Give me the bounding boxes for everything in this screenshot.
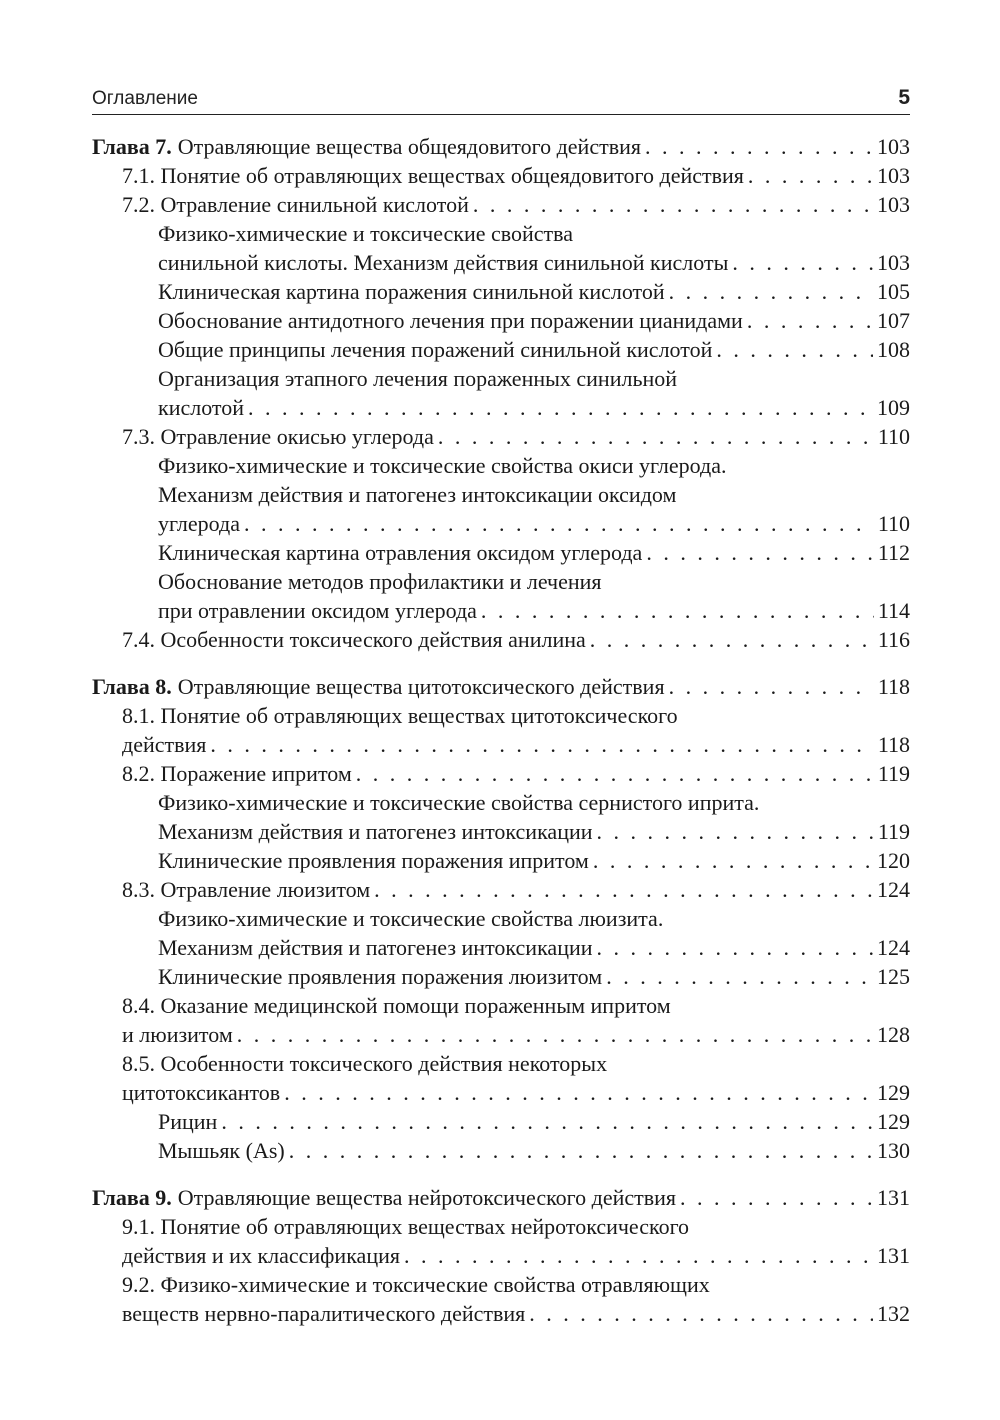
toc-entry[interactable] (92, 1049, 910, 1078)
entry-text: 8.4. Оказание медицинской помощи пораженным ипритом (122, 993, 671, 1018)
entry-text: 8.3. Отравление люизитом (122, 877, 371, 902)
entry-page: 110 (877, 511, 910, 536)
chapter-label: Глава 8. (92, 674, 172, 699)
toc-entry[interactable] (92, 1107, 910, 1136)
chapter-label: Глава 7. (92, 134, 172, 159)
entry-text: действия и их классификация (122, 1243, 400, 1268)
entry-text: углерода (158, 511, 240, 536)
toc-entry[interactable] (92, 567, 910, 596)
entry-text: 9.1. Понятие об отравляющих веществах нейротоксического (122, 1214, 690, 1239)
entry-text: синильной кислоты. Механизм действия синильной кислоты (158, 250, 729, 275)
toc-entry[interactable] (92, 248, 910, 277)
toc-entry[interactable] (92, 190, 910, 219)
entry-page: 103 (877, 134, 910, 159)
entry-page: 114 (877, 598, 910, 623)
leader-dots (248, 393, 873, 422)
entry-page: 130 (877, 1138, 910, 1163)
leader-dots (356, 759, 874, 788)
toc-entry[interactable] (92, 1299, 910, 1328)
leader-dots (289, 1136, 873, 1165)
entry-page: 125 (877, 964, 910, 989)
leader-dots (481, 596, 874, 625)
toc-entry[interactable] (92, 1270, 910, 1299)
entry-text: Физико-химические и токсические свойства (158, 221, 574, 246)
leader-dots (748, 161, 873, 190)
entry-page: 103 (877, 192, 910, 217)
toc-entry[interactable] (92, 480, 910, 509)
entry-text: Общие принципы лечения поражений синильной кислотой (158, 337, 713, 362)
entry-text: 7.3. Отравление окисью углерода (122, 424, 434, 449)
leader-dots (680, 1183, 873, 1212)
chapter-entry-8[interactable] (92, 672, 910, 701)
entry-page: 118 (877, 732, 910, 757)
entry-page: 118 (877, 674, 910, 699)
running-head-title: Оглавление (92, 88, 198, 109)
entry-text: Физико-химические и токсические свойства окиси углерода. (158, 453, 727, 478)
entry-page: 109 (877, 395, 910, 420)
leader-dots (473, 190, 873, 219)
leader-dots (210, 730, 873, 759)
entry-text: Клиническая картина отравления оксидом углерода (158, 540, 643, 565)
page-number: 5 (898, 86, 910, 109)
chapter-title: Отравляющие вещества цитотоксического действия (177, 674, 665, 699)
toc-entry[interactable] (92, 788, 910, 817)
chapter-entry-7[interactable] (92, 132, 910, 161)
entry-page: 105 (877, 279, 910, 304)
chapter-label: Глава 9. (92, 1185, 172, 1210)
chapter-title: Отравляющие вещества нейротоксического действия (177, 1185, 677, 1210)
leader-dots (645, 132, 873, 161)
toc-entry[interactable] (92, 393, 910, 422)
leader-dots (590, 625, 874, 654)
entry-text: 7.4. Особенности токсического действия анилина (122, 627, 586, 652)
entry-text: 8.5. Особенности токсического действия некоторых (122, 1051, 608, 1076)
entry-page: 128 (877, 1022, 910, 1047)
running-head (92, 84, 910, 115)
entry-text: 7.1. Понятие об отравляющих веществах общеядовитого действия (122, 163, 744, 188)
entry-page: 110 (877, 424, 910, 449)
entry-text: 8.2. Поражение ипритом (122, 761, 352, 786)
entry-page: 124 (877, 935, 910, 960)
leader-dots (669, 277, 873, 306)
entry-text: Клинические проявления поражения люизитом (158, 964, 603, 989)
entry-text: Мышьяк (As) (158, 1138, 285, 1163)
toc-entry[interactable] (92, 1078, 910, 1107)
toc-entry[interactable] (92, 701, 910, 730)
entry-text: при отравлении оксидом углерода (158, 598, 477, 623)
entry-text: Механизм действия и патогенез интоксикации оксидом (158, 482, 677, 507)
leader-dots (237, 1020, 873, 1049)
leader-dots (646, 538, 873, 567)
entry-text: Механизм действия и патогенез интоксикации (158, 935, 593, 960)
entry-text: 9.2. Физико-химические и токсические свойства отравляющих (122, 1272, 710, 1297)
entry-text: 8.1. Понятие об отравляющих веществах цитотоксического (122, 703, 678, 728)
entry-text: веществ нервно-паралитического действия (122, 1301, 526, 1326)
entry-text: действия (122, 732, 207, 757)
toc-entry[interactable] (92, 1020, 910, 1049)
entry-page: 131 (877, 1243, 910, 1268)
toc-entry[interactable] (92, 1241, 910, 1270)
toc-entry[interactable] (92, 1212, 910, 1241)
entry-text: Механизм действия и патогенез интоксикации (158, 819, 593, 844)
entry-page: 129 (877, 1080, 910, 1105)
toc-entry[interactable] (92, 625, 910, 654)
entry-page: 129 (877, 1109, 910, 1134)
toc-entry[interactable] (92, 962, 910, 991)
entry-text: Клинические проявления поражения ипритом (158, 848, 589, 873)
entry-text: Физико-химические и токсические свойства сернистого иприта. (158, 790, 760, 815)
entry-page: 124 (877, 877, 910, 902)
toc-entry[interactable] (92, 759, 910, 788)
toc-entry[interactable] (92, 846, 910, 875)
leader-dots (606, 962, 873, 991)
entry-page: 131 (877, 1185, 910, 1210)
entry-text: 7.2. Отравление синильной кислотой (122, 192, 469, 217)
leader-dots (529, 1299, 873, 1328)
toc-entry[interactable] (92, 335, 910, 364)
entry-page: 108 (877, 337, 910, 362)
leader-dots (438, 422, 874, 451)
toc-entry[interactable] (92, 1136, 910, 1165)
entry-text: Организация этапного лечения пораженных синильной (158, 366, 678, 391)
chapter-spacer (92, 1165, 910, 1183)
entry-page: 119 (877, 761, 910, 786)
toc-entry[interactable] (92, 933, 910, 962)
toc-entry[interactable] (92, 161, 910, 190)
toc-entry[interactable] (92, 596, 910, 625)
table-of-contents (92, 132, 910, 1328)
toc-entry[interactable] (92, 817, 910, 846)
chapter-title: Отравляющие вещества общеядовитого действия (177, 134, 641, 159)
entry-text: Клиническая картина поражения синильной кислотой (158, 279, 665, 304)
entry-text: цитотоксикантов (122, 1080, 281, 1105)
entry-page: 103 (877, 250, 910, 275)
entry-page: 119 (877, 819, 910, 844)
leader-dots (747, 306, 873, 335)
entry-page: 112 (877, 540, 910, 565)
toc-entry[interactable] (92, 422, 910, 451)
leader-dots (593, 846, 873, 875)
entry-page: 120 (877, 848, 910, 873)
toc-entry[interactable] (92, 875, 910, 904)
entry-text: Рицин (158, 1109, 218, 1134)
toc-entry[interactable] (92, 904, 910, 933)
entry-text: Обоснование методов профилактики и лечения (158, 569, 602, 594)
toc-entry[interactable] (92, 538, 910, 567)
leader-dots (597, 933, 873, 962)
toc-entry[interactable] (92, 991, 910, 1020)
entry-page: 107 (877, 308, 910, 333)
leader-dots (284, 1078, 873, 1107)
leader-dots (669, 672, 874, 701)
leader-dots (716, 335, 873, 364)
leader-dots (221, 1107, 873, 1136)
entry-page: 103 (877, 163, 910, 188)
toc-entry[interactable] (92, 277, 910, 306)
leader-dots (732, 248, 873, 277)
entry-page: 132 (877, 1301, 910, 1326)
toc-entry[interactable] (92, 219, 910, 248)
chapter-entry-9[interactable] (92, 1183, 910, 1212)
entry-text: кислотой (158, 395, 245, 420)
entry-page: 116 (877, 627, 910, 652)
entry-text: и люизитом (122, 1022, 233, 1047)
toc-entry[interactable] (92, 509, 910, 538)
chapter-spacer (92, 654, 910, 672)
toc-entry[interactable] (92, 451, 910, 480)
leader-dots (244, 509, 874, 538)
toc-entry[interactable] (92, 364, 910, 393)
leader-dots (404, 1241, 873, 1270)
toc-entry[interactable] (92, 730, 910, 759)
leader-dots (597, 817, 874, 846)
leader-dots (374, 875, 873, 904)
toc-entry[interactable] (92, 306, 910, 335)
entry-text: Физико-химические и токсические свойства люизита. (158, 906, 664, 931)
entry-text: Обоснование антидотного лечения при поражении цианидами (158, 308, 743, 333)
